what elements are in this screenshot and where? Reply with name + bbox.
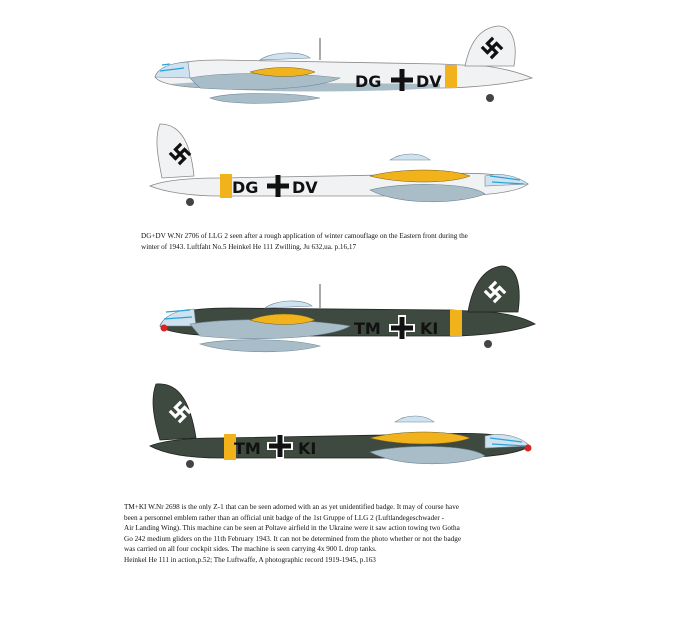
- code-left-label: TM: [234, 439, 261, 458]
- caption-line: TM+KI W.Nr 2698 is the only Z-1 that can be seen adorned with an as yet unidentified badge. It may of course have: [124, 503, 459, 511]
- code-right-label: DV: [292, 178, 318, 197]
- caption-line: Air Landing Wing). This machine can be seen at Poltave airfield in the Ukraine were it saw action towing two Gotha: [124, 524, 460, 533]
- caption-line: winter of 1943. Luftfaht No.5 Heinkel He 111 Zwilling, Ju 632,ua. p.16,17: [141, 242, 357, 251]
- aircraft-profile-green-starboard: [140, 376, 540, 476]
- caption-line: Go 242 medium gliders on the 11th February 1943. It can not be determined from the photo whether or not the badge: [124, 534, 462, 543]
- code-right-label: DV: [416, 72, 442, 91]
- aircraft-profile-winter-starboard: [140, 118, 540, 218]
- code-left-label: DG: [232, 178, 259, 197]
- caption-line: was carried on all four cockpit sides. The machine is seen carrying 4x 900 L drop tanks.: [124, 545, 377, 554]
- code-left-label: DG: [355, 72, 382, 91]
- caption-winter: [141, 231, 557, 252]
- caption-line: DG+DV W.Nr 2706 of LLG 2 seen after a rough application of winter camouflage on the Eastern front during the: [141, 232, 468, 240]
- caption-line: Heinkel He 111 in action,p.52; The Luftwaffe, A photographic record 1919-1945, p.163: [124, 555, 376, 564]
- code-left-label: TM: [354, 319, 381, 338]
- aircraft-profile-green-port: [150, 262, 540, 362]
- caption-line: been a personnel emblem rather than an official unit badge of the 1st Gruppe of LLG 2 (Luftlandegeschwader -: [124, 513, 444, 522]
- aircraft-profile-winter-port: [140, 22, 540, 112]
- caption-green: [124, 502, 564, 566]
- code-right-label: KI: [298, 439, 317, 458]
- code-right-label: KI: [420, 319, 439, 338]
